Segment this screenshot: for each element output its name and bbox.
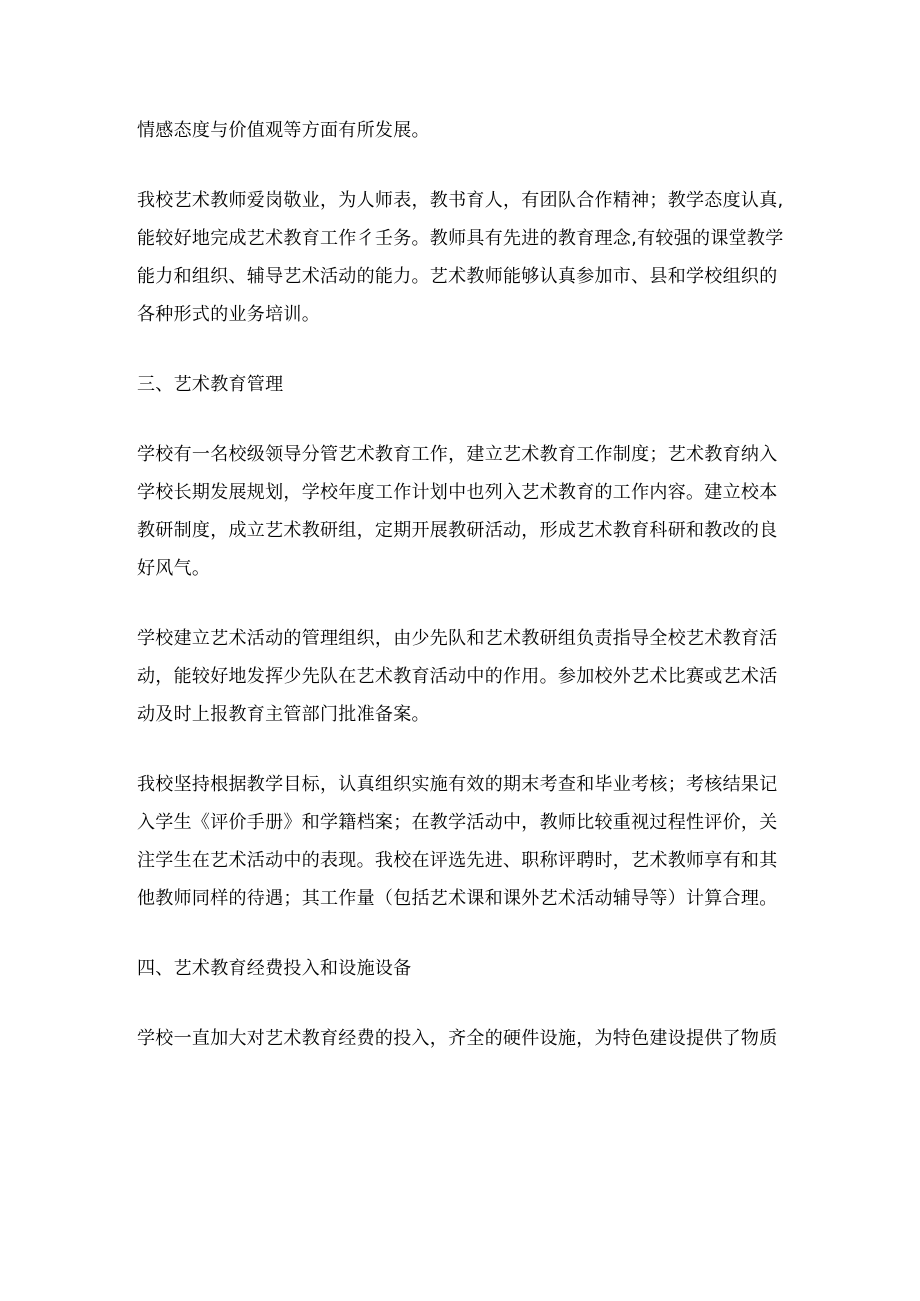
text-line: 动，能较好地发挥少先队在艺术教育活动中的作用。参加校外艺术比赛或艺术活 bbox=[137, 666, 778, 687]
text-line: 入学生《评价手册》和学籍档案；在教学活动中，教师比较重视过程性评价，关 bbox=[137, 812, 778, 833]
text-line: 我校坚持根据教学目标，认真组织实施有效的期末考查和毕业考核；考核结果记 bbox=[137, 774, 778, 795]
paragraph-activity-organization bbox=[137, 620, 793, 734]
paragraph-assessment bbox=[137, 766, 793, 918]
text-line: 我校艺术教师爱岗敬业，为人师表，教书育人，有团队合作精神；教学态度认真, bbox=[137, 190, 784, 211]
section-heading-art-education-management bbox=[137, 366, 793, 404]
text-line: 好风气。 bbox=[137, 558, 211, 579]
heading-text: 三、艺术教育管理 bbox=[137, 374, 284, 395]
text-line: 学校有一名校级领导分管艺术教育工作，建立艺术教育工作制度；艺术教育纳入 bbox=[137, 444, 778, 465]
text-line: 情感态度与价值观等方面有所发展。 bbox=[137, 120, 430, 141]
text-line: 学校长期发展规划，学校年度工作计划中也列入艺术教育的工作内容。建立校本 bbox=[137, 482, 778, 503]
text-line: 教研制度，成立艺术教研组，定期开展教研活动，形成艺术教育科研和教改的良 bbox=[137, 520, 778, 541]
text-line: 动及时上报教育主管部门批准备案。 bbox=[137, 704, 430, 725]
paragraph-management-system bbox=[137, 436, 793, 588]
paragraph-values-development bbox=[137, 112, 793, 150]
text-line: 学校一直加大对艺术教育经费的投入，齐全的硬件设施，为特色建设提供了物质 bbox=[137, 1028, 778, 1049]
text-line: 注学生在艺术活动中的表现。我校在评选先进、职称评聘时，艺术教师享有和其 bbox=[137, 850, 778, 871]
text-line: 学校建立艺术活动的管理组织，由少先队和艺术教研组负责指导全校艺术教育活 bbox=[137, 628, 778, 649]
paragraph-funding bbox=[137, 1020, 793, 1058]
text-line: 能较好地完成艺术教育工作彳壬务。教师具有先进的教育理念,有较强的课堂教学 bbox=[137, 228, 784, 249]
text-line: 各种形式的业务培训。 bbox=[137, 304, 320, 325]
text-line: 他教师同样的待遇；其工作量（包括艺术课和课外艺术活动辅导等）计算合理。 bbox=[137, 888, 778, 909]
section-heading-funding-and-facilities bbox=[137, 950, 793, 988]
heading-text: 四、艺术教育经费投入和设施设备 bbox=[137, 958, 412, 979]
document-body bbox=[137, 112, 793, 1090]
text-line: 能力和组织、辅导艺术活动的能力。艺术教师能够认真参加市、县和学校组织的 bbox=[137, 266, 778, 287]
paragraph-art-teachers bbox=[137, 182, 793, 334]
